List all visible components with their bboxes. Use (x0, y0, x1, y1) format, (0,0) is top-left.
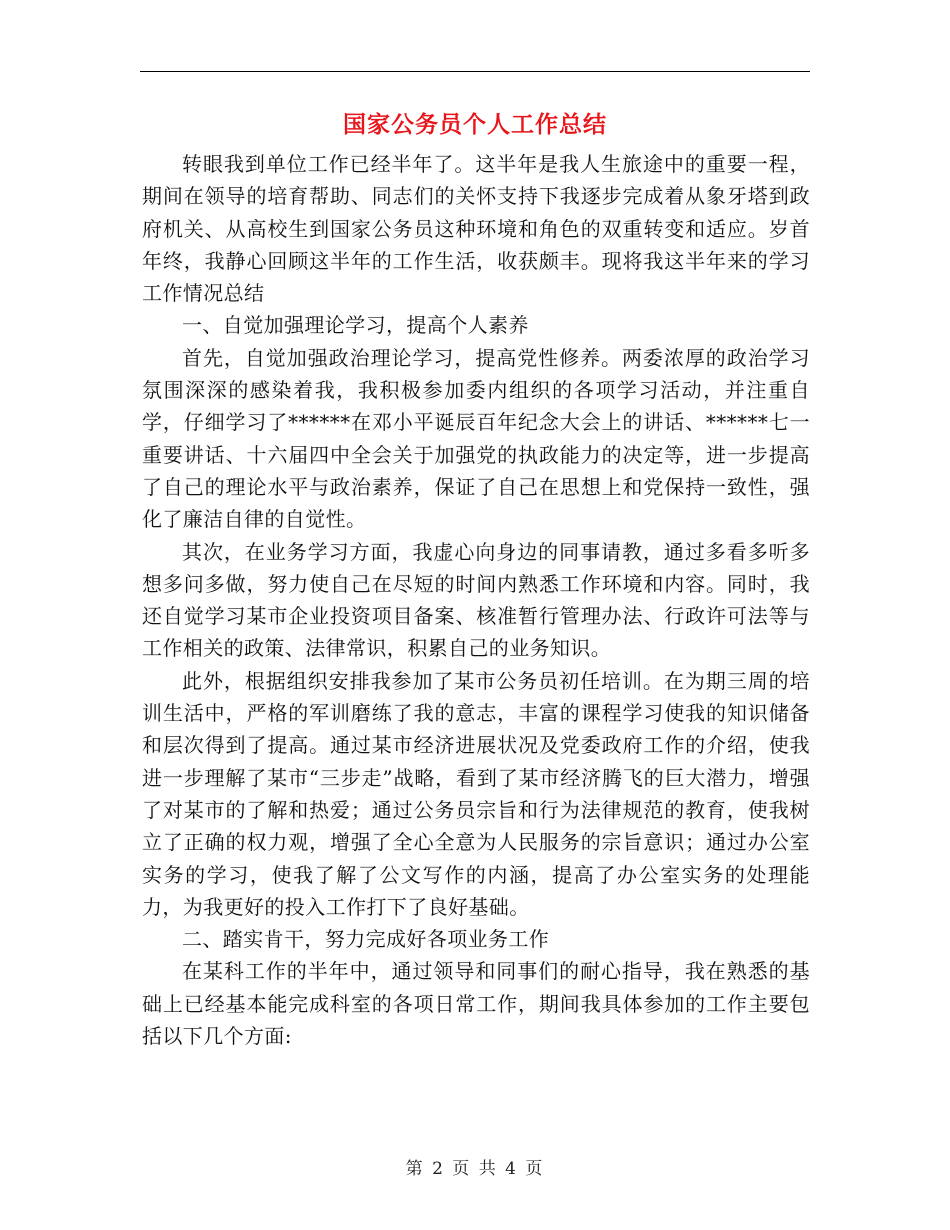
document-body (142, 148, 810, 1052)
document-title: 国家公务员个人工作总结 (343, 111, 607, 138)
paragraph-political-study: 首先，自觉加强政治理论学习，提高党性修养。两委浓厚的政治学习氛围深深的感染着我，我积极参加委内组织的各项学习活动，并注重自学，仔细学习了******在邓小平诞辰百年纪念大会上的讲话、******七一重要讲话、十六届四中全会关于加强党的执政能力的决定等，进一步提高了自己的理论水平与政治素养，保证了自己在思想上和党保持一致性，强化了廉洁自律的自觉性。 (142, 345, 810, 532)
header-rule (140, 71, 810, 72)
paragraph-business-study: 其次，在业务学习方面，我虚心向身边的同事请教，通过多看多听多想多问多做，努力使自己在尽短的时间内熟悉工作环境和内容。同时，我还自觉学习某市企业投资项目备案、核准暂行管理办法、行政许可法等与工作相关的政策、法律常识，积累自己的业务知识。 (142, 539, 810, 661)
paragraph-intro: 转眼我到单位工作已经半年了。这半年是我人生旅途中的重要一程，期间在领导的培育帮助、同志们的关怀支持下我逐步完成着从象牙塔到政府机关、从高校生到国家公务员这种环境和角色的双重转变和适应。岁首年终，我静心回顾这半年的工作生活，收获颇丰。现将我这半年来的学习工作情况总结 (142, 152, 810, 306)
page-number: 第 2 页 共 4 页 (405, 1159, 545, 1179)
section-heading-1: 一、自觉加强理论学习，提高个人素养 (182, 313, 529, 338)
paragraph-training: 此外，根据组织安排我参加了某市公务员初任培训。在为期三周的培训生活中，严格的军训磨练了我的意志，丰富的课程学习使我的知识储备和层次得到了提高。通过某市经济进展状况及党委政府工作的介绍，使我进一步理解了某市“三步走”战略，看到了某市经济腾飞的巨大潜力，增强了对某市的了解和热爱；通过公务员宗旨和行为法律规范的教育，使我树立了正确的权力观，增强了全心全意为人民服务的宗旨意识；通过办公室实务的学习，使我了解了公文写作的内涵，提高了办公室实务的处理能力，为我更好的投入工作打下了良好基础。 (142, 668, 810, 919)
section-heading-2: 二、踏实肯干，努力完成好各项业务工作 (182, 927, 550, 952)
paragraph-work-overview: 在某科工作的半年中，通过领导和同事们的耐心指导，我在熟悉的基础上已经基本能完成科室的各项日常工作，期间我具体参加的工作主要包括以下几个方面: (142, 959, 810, 1049)
